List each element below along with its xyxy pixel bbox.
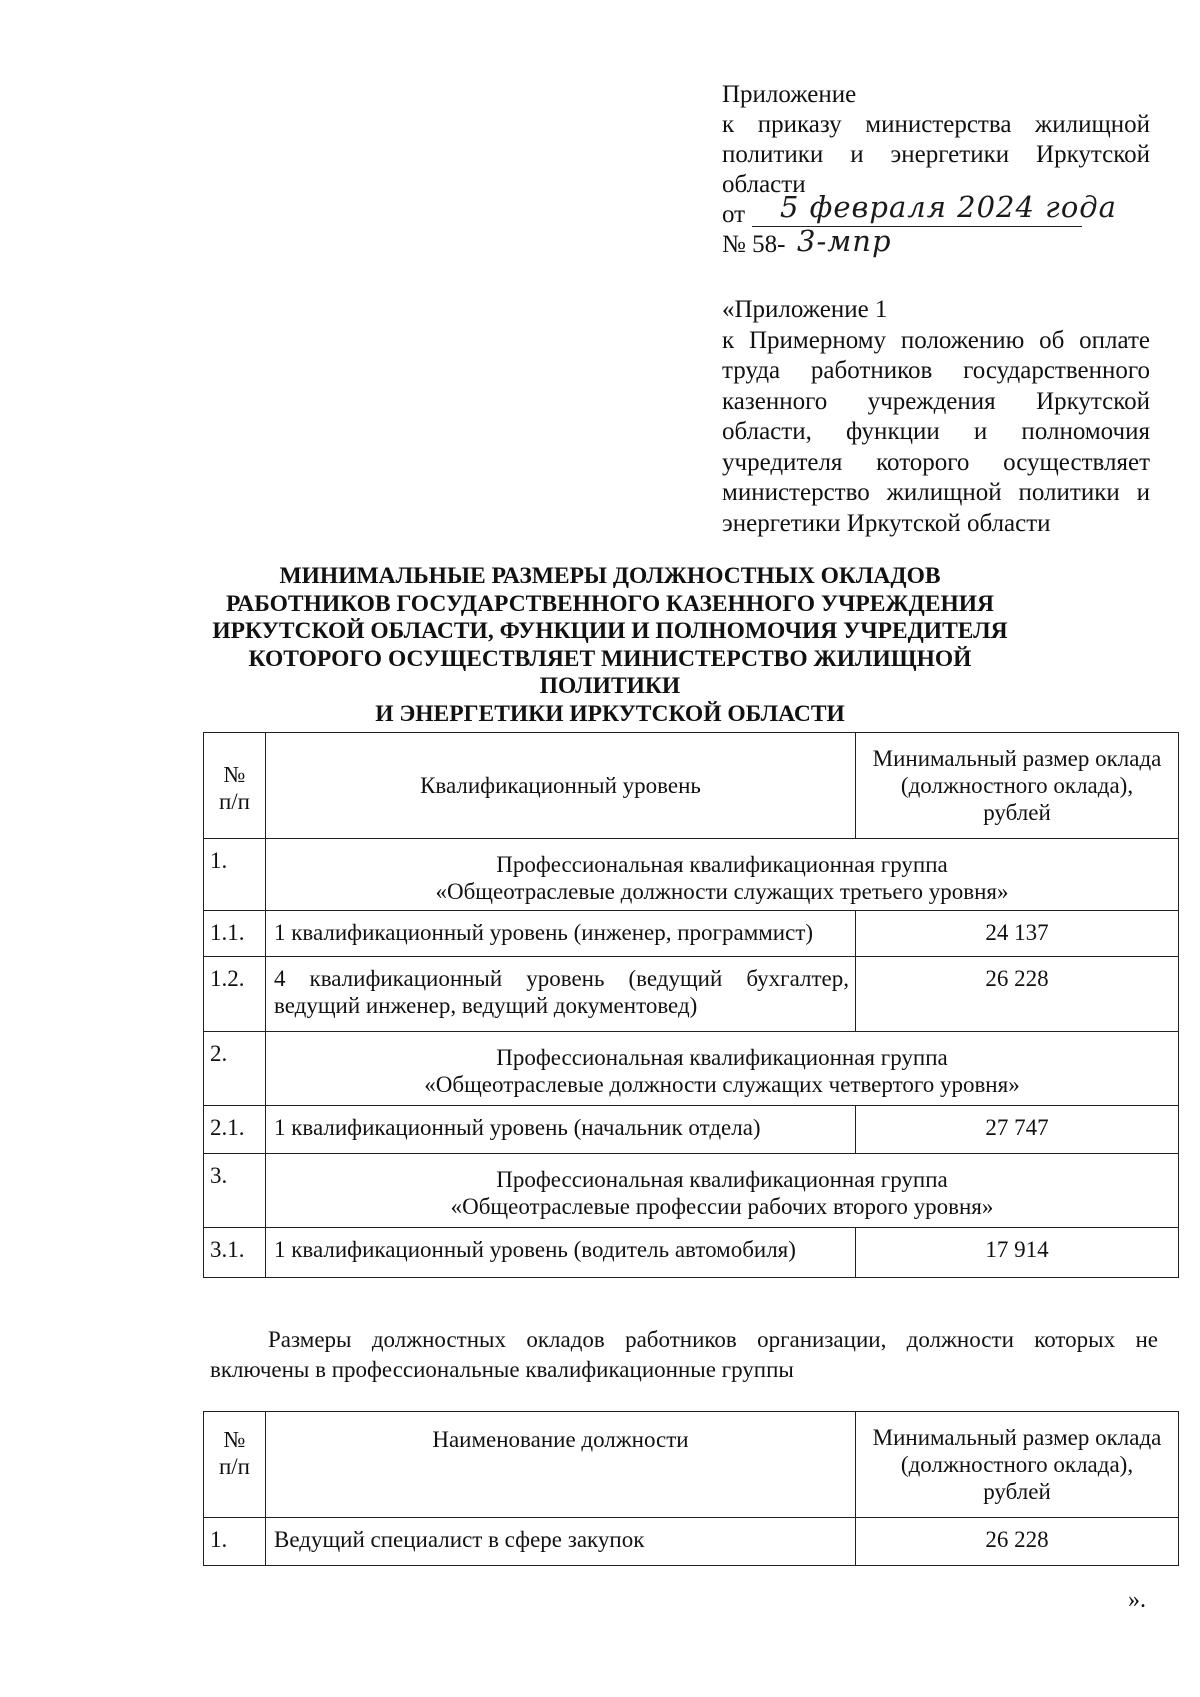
salary-table-positions bbox=[203, 1411, 1179, 1566]
group-title-line: Профессиональная квалификационная группа bbox=[496, 1045, 948, 1070]
row-value: 24 137 bbox=[856, 911, 1179, 957]
group-title-line: Профессиональная квалификационная группа bbox=[496, 852, 948, 877]
group-title bbox=[266, 1032, 1179, 1106]
row-num: 3.1. bbox=[204, 1228, 266, 1278]
row-value: 17 914 bbox=[856, 1228, 1179, 1278]
row-name: Ведущий специалист в сфере закупок bbox=[266, 1518, 856, 1566]
table-row bbox=[204, 957, 1179, 1032]
header-num-line: № bbox=[223, 761, 246, 787]
header-num-line: № bbox=[223, 1427, 246, 1452]
group-num: 2. bbox=[204, 1032, 266, 1106]
title-line: РАБОТНИКОВ ГОСУДАРСТВЕННОГО КАЗЕННОГО УЧРЕЖДЕНИЯ bbox=[225, 590, 995, 617]
appendix-quote-line: учредителя которого осуществляет bbox=[722, 448, 1150, 476]
closing-quote-mark: ». bbox=[1128, 1587, 1146, 1613]
non-group-note: Размеры должностных окладов работников организации, должности которых не включены в профессиональные квалификационные группы bbox=[210, 1327, 1158, 1382]
group-title-line: «Общеотраслевые должности служащих третьего уровня» bbox=[435, 879, 1009, 904]
group-title bbox=[266, 1154, 1179, 1228]
header-num-line: п/п bbox=[218, 788, 250, 814]
appendix-quote-line: труда работников государственного bbox=[722, 357, 1150, 384]
header-num bbox=[204, 1412, 266, 1518]
appendix-header bbox=[722, 80, 1150, 260]
header-value-line: (должностного оклада), bbox=[900, 773, 1134, 798]
title-line: МИНИМАЛЬНЫЕ РАЗМЕРЫ ДОЛЖНОСТНЫХ ОКЛАДОВ bbox=[279, 563, 941, 589]
group-title-line: «Общеотраслевые должности служащих четвертого уровня» bbox=[424, 1072, 1020, 1097]
row-num: 2.1. bbox=[204, 1106, 266, 1154]
appendix-line: политики и энергетики Иркутской bbox=[722, 141, 1150, 168]
appendix-line: Приложение bbox=[722, 81, 857, 108]
table-row bbox=[204, 1106, 1179, 1154]
header-value-line: рублей bbox=[983, 800, 1051, 825]
order-number-prefix: № 58- bbox=[722, 231, 786, 258]
header-num-line: п/п bbox=[218, 1454, 250, 1479]
row-num: 1. bbox=[204, 1518, 266, 1566]
salary-table-qualification bbox=[203, 732, 1179, 1278]
header-name: Квалификационный уровень bbox=[266, 733, 856, 839]
appendix-quote-line: энергетики Иркутской области bbox=[722, 509, 1051, 537]
header-num bbox=[204, 733, 266, 839]
group-num: 1. bbox=[204, 839, 266, 911]
group-title bbox=[266, 839, 1179, 911]
header-value-line: Минимальный размер оклада bbox=[872, 746, 1162, 771]
table-row bbox=[204, 1518, 1179, 1566]
group-num: 3. bbox=[204, 1154, 266, 1228]
order-number-handwritten: 3-мпр bbox=[797, 224, 892, 258]
table-row bbox=[204, 1228, 1179, 1278]
header-value-line: (должностного оклада), bbox=[900, 1452, 1134, 1477]
appendix-quote-line: министерство жилищной политики и bbox=[722, 479, 1150, 506]
document-title bbox=[205, 563, 1015, 728]
order-date-handwritten: 5 февраля 2024 года bbox=[780, 190, 1117, 224]
group-row bbox=[204, 1154, 1179, 1228]
row-num: 1.2. bbox=[204, 957, 266, 1032]
header-name: Наименование должности bbox=[266, 1412, 856, 1518]
group-row bbox=[204, 839, 1179, 911]
row-name: 1 квалификационный уровень (водитель автомобиля) bbox=[266, 1228, 856, 1278]
row-name: 1 квалификационный уровень (инженер, программист) bbox=[266, 911, 856, 957]
header-value bbox=[856, 1412, 1179, 1518]
row-name: 4 квалификационный уровень (ведущий бухгалтер, ведущий инженер, ведущий документовед) bbox=[266, 957, 856, 1032]
row-value: 27 747 bbox=[856, 1106, 1179, 1154]
appendix-line: области bbox=[722, 171, 806, 198]
appendix-quote-line: «Приложение 1 bbox=[722, 296, 888, 323]
row-num: 1.1. bbox=[204, 911, 266, 957]
title-line: КОТОРОГО ОСУЩЕСТВЛЯЕТ МИНИСТЕРСТВО ЖИЛИЩНОЙ ПОЛИТИКИ bbox=[248, 645, 972, 699]
group-row bbox=[204, 1032, 1179, 1106]
group-title-line: «Общеотраслевые профессии рабочих второго уровня» bbox=[450, 1194, 994, 1219]
row-name: 1 квалификационный уровень (начальник отдела) bbox=[266, 1106, 856, 1154]
table-header-row bbox=[204, 733, 1179, 839]
appendix-quote-line: области, функции и полномочия bbox=[722, 418, 1150, 445]
title-line: ИРКУТСКОЙ ОБЛАСТИ, ФУНКЦИИ И ПОЛНОМОЧИЯ УЧРЕДИТЕЛЯ bbox=[212, 618, 1008, 644]
order-date-prefix: от bbox=[722, 201, 746, 228]
header-value-line: Минимальный размер оклада bbox=[872, 1425, 1162, 1450]
row-value: 26 228 bbox=[856, 957, 1179, 1032]
appendix-line: к приказу министерства жилищной bbox=[722, 111, 1150, 138]
order-date-row bbox=[722, 190, 1150, 230]
appendix-quote bbox=[722, 295, 1150, 539]
appendix-quote-line: казенного учреждения Иркутской bbox=[722, 387, 1150, 415]
header-value bbox=[856, 733, 1179, 839]
title-line: И ЭНЕРГЕТИКИ ИРКУТСКОЙ ОБЛАСТИ bbox=[375, 700, 845, 727]
table-header-row bbox=[204, 1412, 1179, 1518]
order-number-row bbox=[722, 224, 1150, 260]
header-value-line: рублей bbox=[983, 1479, 1051, 1504]
row-value: 26 228 bbox=[856, 1518, 1179, 1566]
table-row bbox=[204, 911, 1179, 957]
group-title-line: Профессиональная квалификационная группа bbox=[496, 1167, 948, 1192]
appendix-quote-line: к Примерному положению об оплате bbox=[722, 326, 1150, 354]
